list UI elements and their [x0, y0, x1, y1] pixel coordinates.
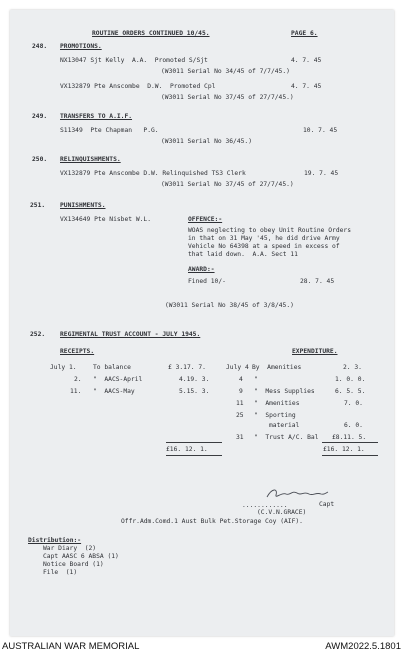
item-248-ref-2: (W3011 Serial No 37/45 of 27/7/45.) — [161, 94, 294, 101]
footer-institution: AUSTRALIAN WAR MEMORIAL — [2, 641, 140, 652]
signature-rank: Capt — [319, 501, 335, 508]
offence-line: that laid down. A.A. Sect 11 — [188, 251, 298, 258]
distribution-item: Notice Board (1) — [43, 561, 104, 568]
expenditure-heading: EXPENDITURE. — [292, 348, 338, 355]
orders-title: ROUTINE ORDERS CONTINUED 10/45. — [92, 30, 210, 37]
receipt-desc: To balance — [93, 364, 131, 371]
page-number: PAGE 6. — [291, 30, 318, 37]
offence-line: WOAS neglecting to obey Unit Routine Orders — [188, 227, 352, 234]
receipts-total: £16. 12. 1. — [166, 446, 208, 453]
expenditure-date: July 4 — [226, 364, 249, 371]
footer-accession-number: AWM2022.5.1801 — [325, 641, 401, 652]
signatory-title: Offr.Adm.Comd.1 Aust Bulk Pet.Storage Coy (AIF). — [121, 518, 303, 525]
expenditure-amount: 2. 3. — [343, 364, 362, 371]
expenditure-total: £16. 12. 1. — [323, 446, 365, 453]
item-249-ref-1: (W3011 Serial No 36/45.) — [161, 138, 252, 145]
item-249-line-1: S11349 Pte Chapman P.G. — [60, 127, 159, 134]
award-date: 28. 7. 45 — [300, 278, 335, 285]
item-248-line-1: NX13047 Sjt Kelly A.A. Promoted S/Sjt — [60, 57, 208, 64]
receipt-amount: 4.19. 3. — [179, 376, 210, 383]
expenditure-amount: 6. 0. — [344, 422, 363, 429]
expenditure-date: 31 — [236, 434, 244, 441]
item-248-number: 248. — [32, 43, 48, 50]
item-251-heading: PUNISHMENTS. — [60, 202, 106, 209]
item-250-date-1: 19. 7. 45 — [304, 170, 339, 177]
offence-line: Vehicle No 64398 at a speed in excess of — [188, 243, 340, 250]
expenditure-desc: " Trust A/C. Bal — [254, 434, 319, 441]
item-252-number: 252. — [30, 331, 46, 338]
document-page — [10, 10, 394, 636]
expenditure-date: 9 — [239, 388, 243, 395]
item-248-heading: PROMOTIONS. — [60, 43, 102, 50]
item-248-date-2: 4. 7. 45 — [291, 83, 322, 90]
signature-scrawl — [264, 484, 330, 502]
receipts-total-rule-top — [166, 442, 222, 443]
expenditure-amount: £8.11. 5. — [332, 434, 367, 441]
expenditure-total-rule-top — [322, 442, 378, 443]
expenditure-amount: 7. 0. — [344, 400, 363, 407]
offence-heading: OFFENCE:- — [188, 216, 223, 223]
expenditure-amount: 6. 5. 5. — [335, 388, 366, 395]
receipt-desc: " AACS-April — [93, 376, 143, 383]
receipt-date: 11. — [70, 388, 82, 395]
item-249-heading: TRANSFERS TO A.I.F. — [60, 113, 133, 120]
expenditure-total-rule-bottom — [322, 455, 378, 456]
item-251-number: 251. — [30, 202, 46, 209]
expenditure-amount: 1. 0. 0. — [335, 376, 366, 383]
archive-footer — [0, 639, 404, 653]
expenditure-desc: By Amenities — [252, 364, 302, 371]
item-250-heading: RELINQUISHMENTS. — [60, 156, 121, 163]
item-249-date-1: 10. 7. 45 — [303, 127, 338, 134]
receipt-amount: 5.15. 3. — [179, 388, 210, 395]
item-251-ref: (W3011 Serial No 38/45 of 3/8/45.) — [165, 302, 294, 309]
item-251-soldier: VX134649 Pte Nisbet W.L. — [60, 216, 151, 223]
item-248-line-2: VX132879 Pte Anscombe D.W. Promoted Cpl — [60, 83, 216, 90]
distribution-heading: Distribution:- — [28, 537, 82, 544]
expenditure-desc: " Sporting — [254, 412, 296, 419]
signatory-name: (C.V.N.GRACE) — [257, 509, 307, 516]
item-250-number: 250. — [32, 156, 48, 163]
receipt-amount: £ 3.17. 7. — [168, 364, 206, 371]
signature-line: ............ — [242, 502, 288, 509]
expenditure-date: 4 — [239, 376, 243, 383]
expenditure-date: 11 — [236, 400, 244, 407]
expenditure-date: 25 — [236, 412, 244, 419]
expenditure-desc: " Mess Supplies — [254, 388, 315, 395]
expenditure-desc: " — [254, 376, 258, 383]
receipt-desc: " AACS-May — [93, 388, 135, 395]
item-250-line-1: VX132879 Pte Anscombe D.W. Relinquished TS3 Clerk — [60, 170, 246, 177]
expenditure-desc: " Amenities — [254, 400, 300, 407]
award-heading: AWARD:- — [188, 266, 215, 273]
receipt-date: July 1. — [50, 364, 77, 371]
receipts-heading: RECEIPTS. — [60, 348, 95, 355]
item-248-ref-1: (W3011 Serial No 34/45 of 7/7/45.) — [161, 68, 290, 75]
item-248-date-1: 4. 7. 45 — [291, 57, 322, 64]
expenditure-desc: material — [269, 422, 300, 429]
distribution-item: File (1) — [43, 569, 78, 576]
item-250-ref-1: (W3011 Serial No 37/45 of 27/7/45.) — [161, 181, 294, 188]
item-252-heading: REGIMENTAL TRUST ACCOUNT - JULY 1945. — [60, 331, 201, 338]
receipt-date: 2. — [74, 376, 82, 383]
item-249-number: 249. — [32, 113, 48, 120]
distribution-item: War Diary (2) — [43, 545, 97, 552]
receipts-total-rule-bottom — [166, 455, 222, 456]
offence-line: in that on 31 May '45, he did drive Army — [188, 235, 340, 242]
distribution-item: Capt AASC 6 ABSA (1) — [43, 553, 119, 560]
award-text: Fined 10/- — [188, 278, 226, 285]
